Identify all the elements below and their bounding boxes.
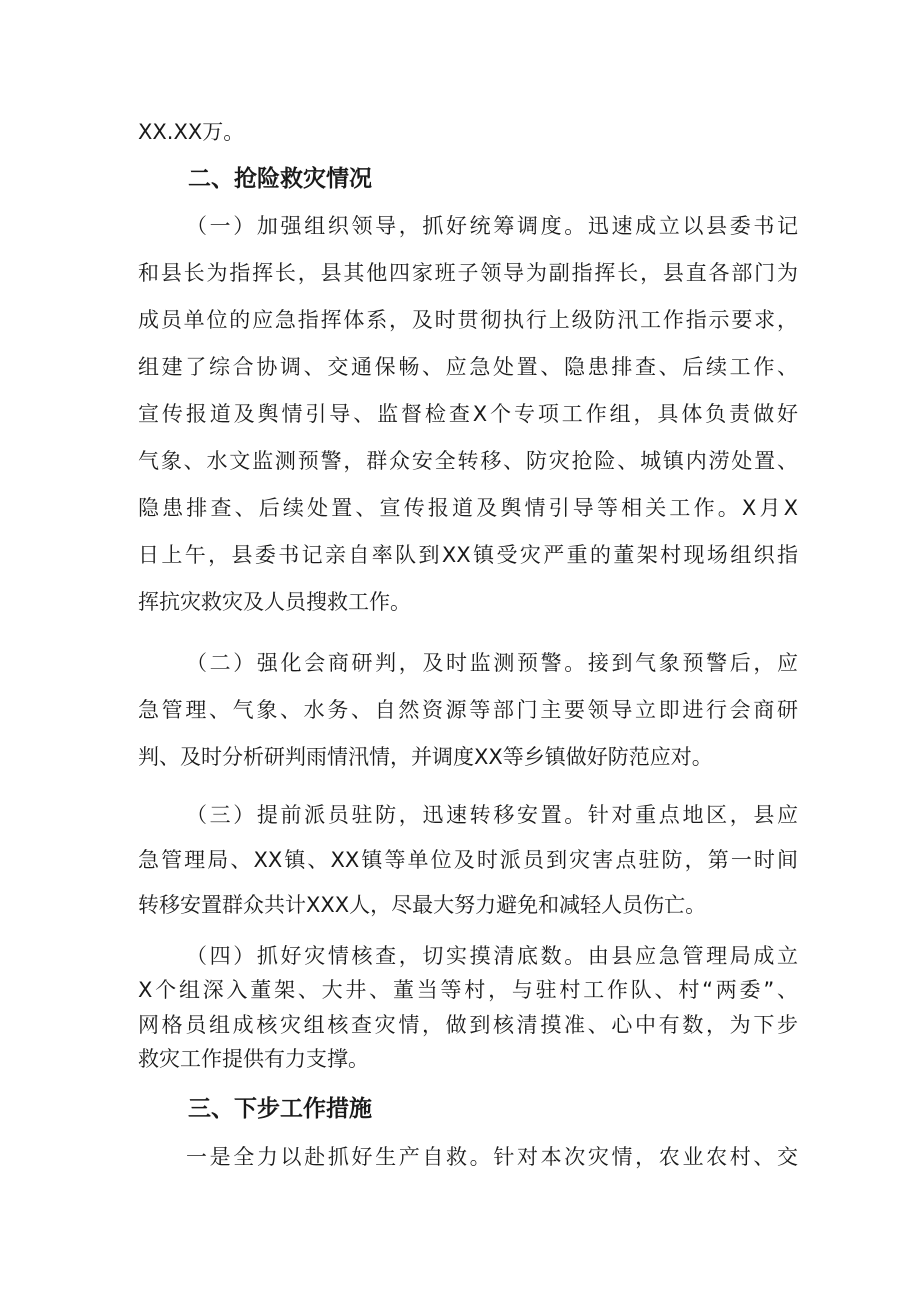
paragraph-line: 宣传报道及舆情引导、监督检查X个专项工作组，具体负责做好	[138, 402, 798, 426]
paragraph-line: 网格员组成核灾组核查灾情，做到核清摸准、心中有数，为下步	[138, 1013, 798, 1037]
paragraph-line: 判、及时分析研判雨情汛情，并调度XX等乡镇做好防范应对。	[138, 745, 713, 769]
paragraph-line: （三）提前派员驻防，迅速转移安置。针对重点地区，县应	[186, 803, 798, 827]
paragraph-line: 和县长为指挥长，县其他四家班子领导为副指挥长，县直各部门为	[138, 261, 798, 285]
section-heading-rescue: 二、抢险救灾情况	[188, 166, 372, 192]
paragraph-line: 急管理局、XX镇、XX镇等单位及时派员到灾害点驻防，第一时间	[138, 848, 798, 872]
intro-tail-text: XX.XX万。	[138, 120, 245, 144]
paragraph-line: 日上午，县委书记亲自率队到XX镇受灾严重的董架村现场组织指	[138, 543, 798, 567]
paragraph-line: 组建了综合协调、交通保畅、应急处置、隐患排查、后续工作、	[138, 355, 798, 379]
paragraph-line: 转移安置群众共计XXX人，尽最大努力避免和减轻人员伤亡。	[138, 893, 707, 917]
paragraph-line: 隐患排查、后续处置、宣传报道及舆情引导等相关工作。X月X	[138, 496, 798, 520]
paragraph-line: （一）加强组织领导，抓好统筹调度。迅速成立以县委书记	[186, 214, 798, 238]
paragraph-line: （四）抓好灾情核查，切实摸清底数。由县应急管理局成立	[186, 944, 798, 968]
paragraph-line: 一是全力以赴抓好生产自救。针对本次灾情，农业农村、交	[186, 1145, 798, 1169]
paragraph-line: 成员单位的应急指挥体系，及时贯彻执行上级防汛工作指示要求，	[138, 308, 798, 332]
paragraph-line: 气象、水文监测预警，群众安全转移、防灾抢险、城镇内涝处置、	[138, 449, 798, 473]
section-heading-next-steps: 三、下步工作措施	[188, 1096, 372, 1122]
paragraph-line: （二）强化会商研判，及时监测预警。接到气象预警后，应	[186, 651, 798, 675]
paragraph-line: 挥抗灾救灾及人员搜救工作。	[138, 590, 411, 614]
paragraph-line: 救灾工作提供有力支撑。	[138, 1047, 369, 1071]
paragraph-line: 急管理、气象、水务、自然资源等部门主要领导立即进行会商研	[138, 698, 798, 722]
paragraph-line: X个组深入董架、大井、董当等村，与驻村工作队、村“两委”、	[138, 978, 798, 1002]
